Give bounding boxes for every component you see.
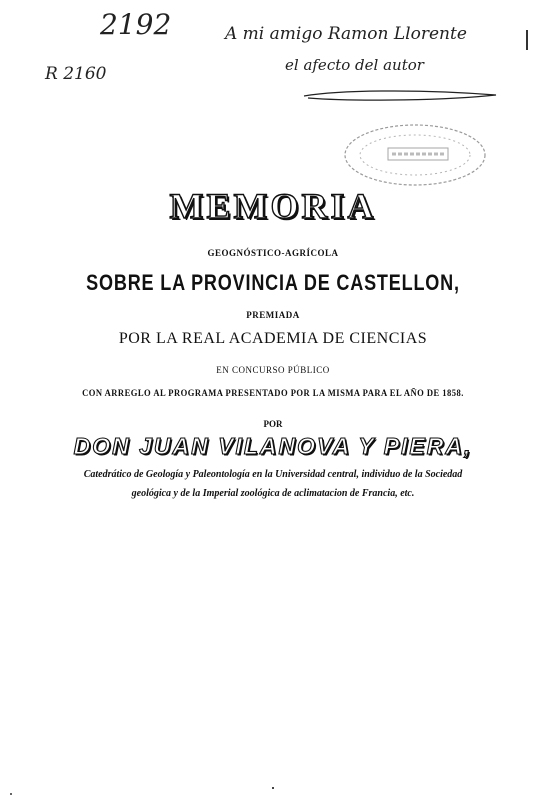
handwritten-number-left: R 2160 <box>45 64 107 84</box>
vertical-mark <box>526 30 528 50</box>
academia-text: POR LA REAL ACADEMIA DE CIENCIAS <box>118 330 428 347</box>
author-description-line2: geológica y de la Imperial zoológica de aclimatacion de Francia, etc. <box>131 488 415 499</box>
author-name: DON JUAN VILANOVA Y PIERA, <box>73 433 473 459</box>
handwritten-number-top: 2192 <box>100 8 172 41</box>
por-text: POR <box>263 419 283 429</box>
premiada-text: PREMIADA <box>246 310 300 320</box>
handwritten-dedication-line1: A mi amigo Ramon Llorente <box>225 24 467 44</box>
library-stamp <box>340 120 490 190</box>
speck <box>10 793 12 795</box>
heading-memoria: MEMORIA <box>169 186 377 226</box>
arreglo-text: CON ARREGLO AL PROGRAMA PRESENTADO POR LA MISMA PARA EL AÑO DE 1858. <box>82 388 464 398</box>
speck <box>272 787 274 789</box>
handwritten-dedication-line2: el afecto del autor <box>285 56 424 74</box>
main-title: SOBRE LA PROVINCIA DE CASTELLON, <box>86 270 460 295</box>
subtitle-geognostico: GEOGNÓSTICO-AGRÍCOLA <box>207 248 339 258</box>
author-description-line1: Catedrático de Geología y Paleontología en la Universidad central, individuo de la Sociedad <box>83 469 463 480</box>
concurso-text: EN CONCURSO PÚBLICO <box>216 365 330 375</box>
flourish-line <box>300 86 500 106</box>
